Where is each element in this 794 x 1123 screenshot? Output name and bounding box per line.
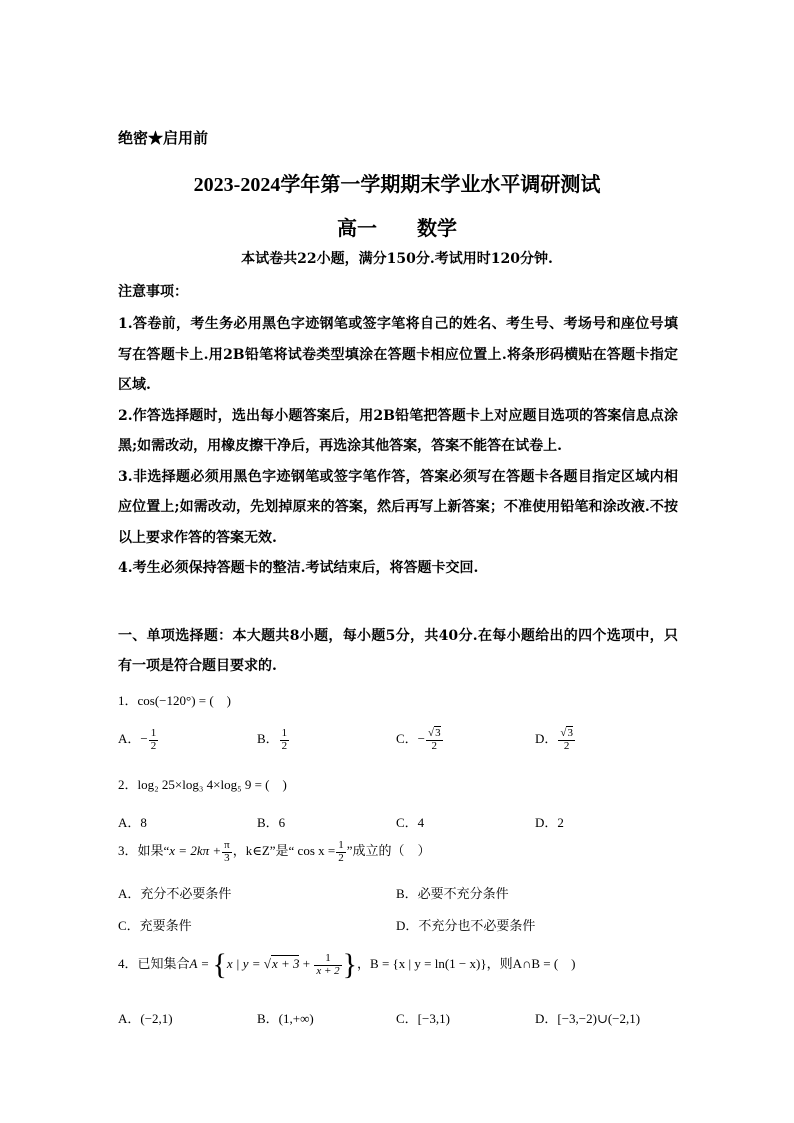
question-2-stem: 2．log₂ 25×log₃ 4×log₅ 9 = ( )	[118, 777, 287, 792]
exam-info: 本试卷共22小题，满分150分.考试用时120分钟.	[241, 251, 553, 267]
question-4-option-b: B．(1,+∞)	[257, 1011, 314, 1026]
question-4-option-c: C．[−3,1)	[396, 1011, 450, 1026]
exam-subtitle	[0, 212, 794, 241]
question-2-option-d: D．2	[535, 815, 564, 830]
notes-list	[118, 309, 678, 584]
question-2-option-c: C．4	[396, 815, 425, 830]
question-1-option-a: A．− $\frac{1}{2}$	[118, 727, 157, 752]
question-3-option-b: B．必要不充分条件	[396, 886, 509, 901]
question-2-option-b: B．6	[257, 815, 286, 830]
subject-label: 数学	[417, 216, 457, 240]
exam-title: 2023-2024学年第一学期期末学业水平调研测试	[193, 174, 601, 196]
secret-label: 绝密★启用前	[118, 129, 209, 147]
note-item: 3.非选择题必须用黑色字迹钢笔或签字笔作答，答案必须写在答题卡各题目指定区域内相应位置上;如需改动，先划掉原来的答案，然后再写上新答案；不准使用铅笔和涂改液.不按以上要求作答的答案无效.	[118, 468, 678, 546]
question-1-option-d: D． √ $\frac{3}{2}$	[535, 728, 576, 752]
question-1-option-b: B． $\frac{1}{2}$	[257, 727, 288, 752]
question-3-option-c: C．充要条件	[118, 918, 192, 933]
grade-label: 高一	[337, 216, 377, 240]
question-3-option-a: A．充分不必要条件	[118, 886, 232, 901]
question-2-option-a: A．8	[118, 815, 147, 830]
note-item: 4.考生必须保持答题卡的整洁.考试结束后，将答题卡交回.	[118, 560, 479, 576]
question-4-option-d: D．[−3,−2)∪(−2,1)	[535, 1011, 641, 1026]
question-3-stem: 3．如果“x = 2kπ + $\frac{\pi}{3}$ ，k∈Z”是“ cos x = $\frac{1}{2}$ ”成立的（ ）	[118, 839, 431, 864]
question-4-option-a: A．(−2,1)	[118, 1011, 173, 1026]
section-heading: 一、单项选择题：本大题共8小题，每小题5分，共40分.在每小题给出的四个选项中，只有一项是符合题目要求的.	[118, 628, 678, 674]
question-3-option-d: D．不充分也不必要条件	[396, 918, 536, 933]
question-1-option-c: C．− √ $\frac{3}{2}$	[396, 728, 444, 752]
note-item: 1.答卷前，考生务必用黑色字迹钢笔或签字笔将自己的姓名、考生号、考场号和座位号填写在答题卡上.用2B铅笔将试卷类型填涂在答题卡相应位置上.将条形码横贴在答题卡指定区域.	[118, 316, 678, 393]
question-4-stem: 4．已知集合A = {x | y = √ x + 3 + $\frac{1}{x + 2}$ }，B = {x | y = ln(1 − x)}，则A∩B = ( )	[118, 950, 576, 980]
note-item: 2.作答选择题时，选出每小题答案后，用2B铅笔把答题卡上对应题目选项的答案信息点涂黑;如需改动，用橡皮擦干净后，再选涂其他答案，答案不能答在试卷上.	[118, 407, 678, 454]
question-1-stem: 1．cos(−120°) = ( )	[118, 693, 232, 708]
notes-heading: 注意事项：	[118, 284, 188, 300]
